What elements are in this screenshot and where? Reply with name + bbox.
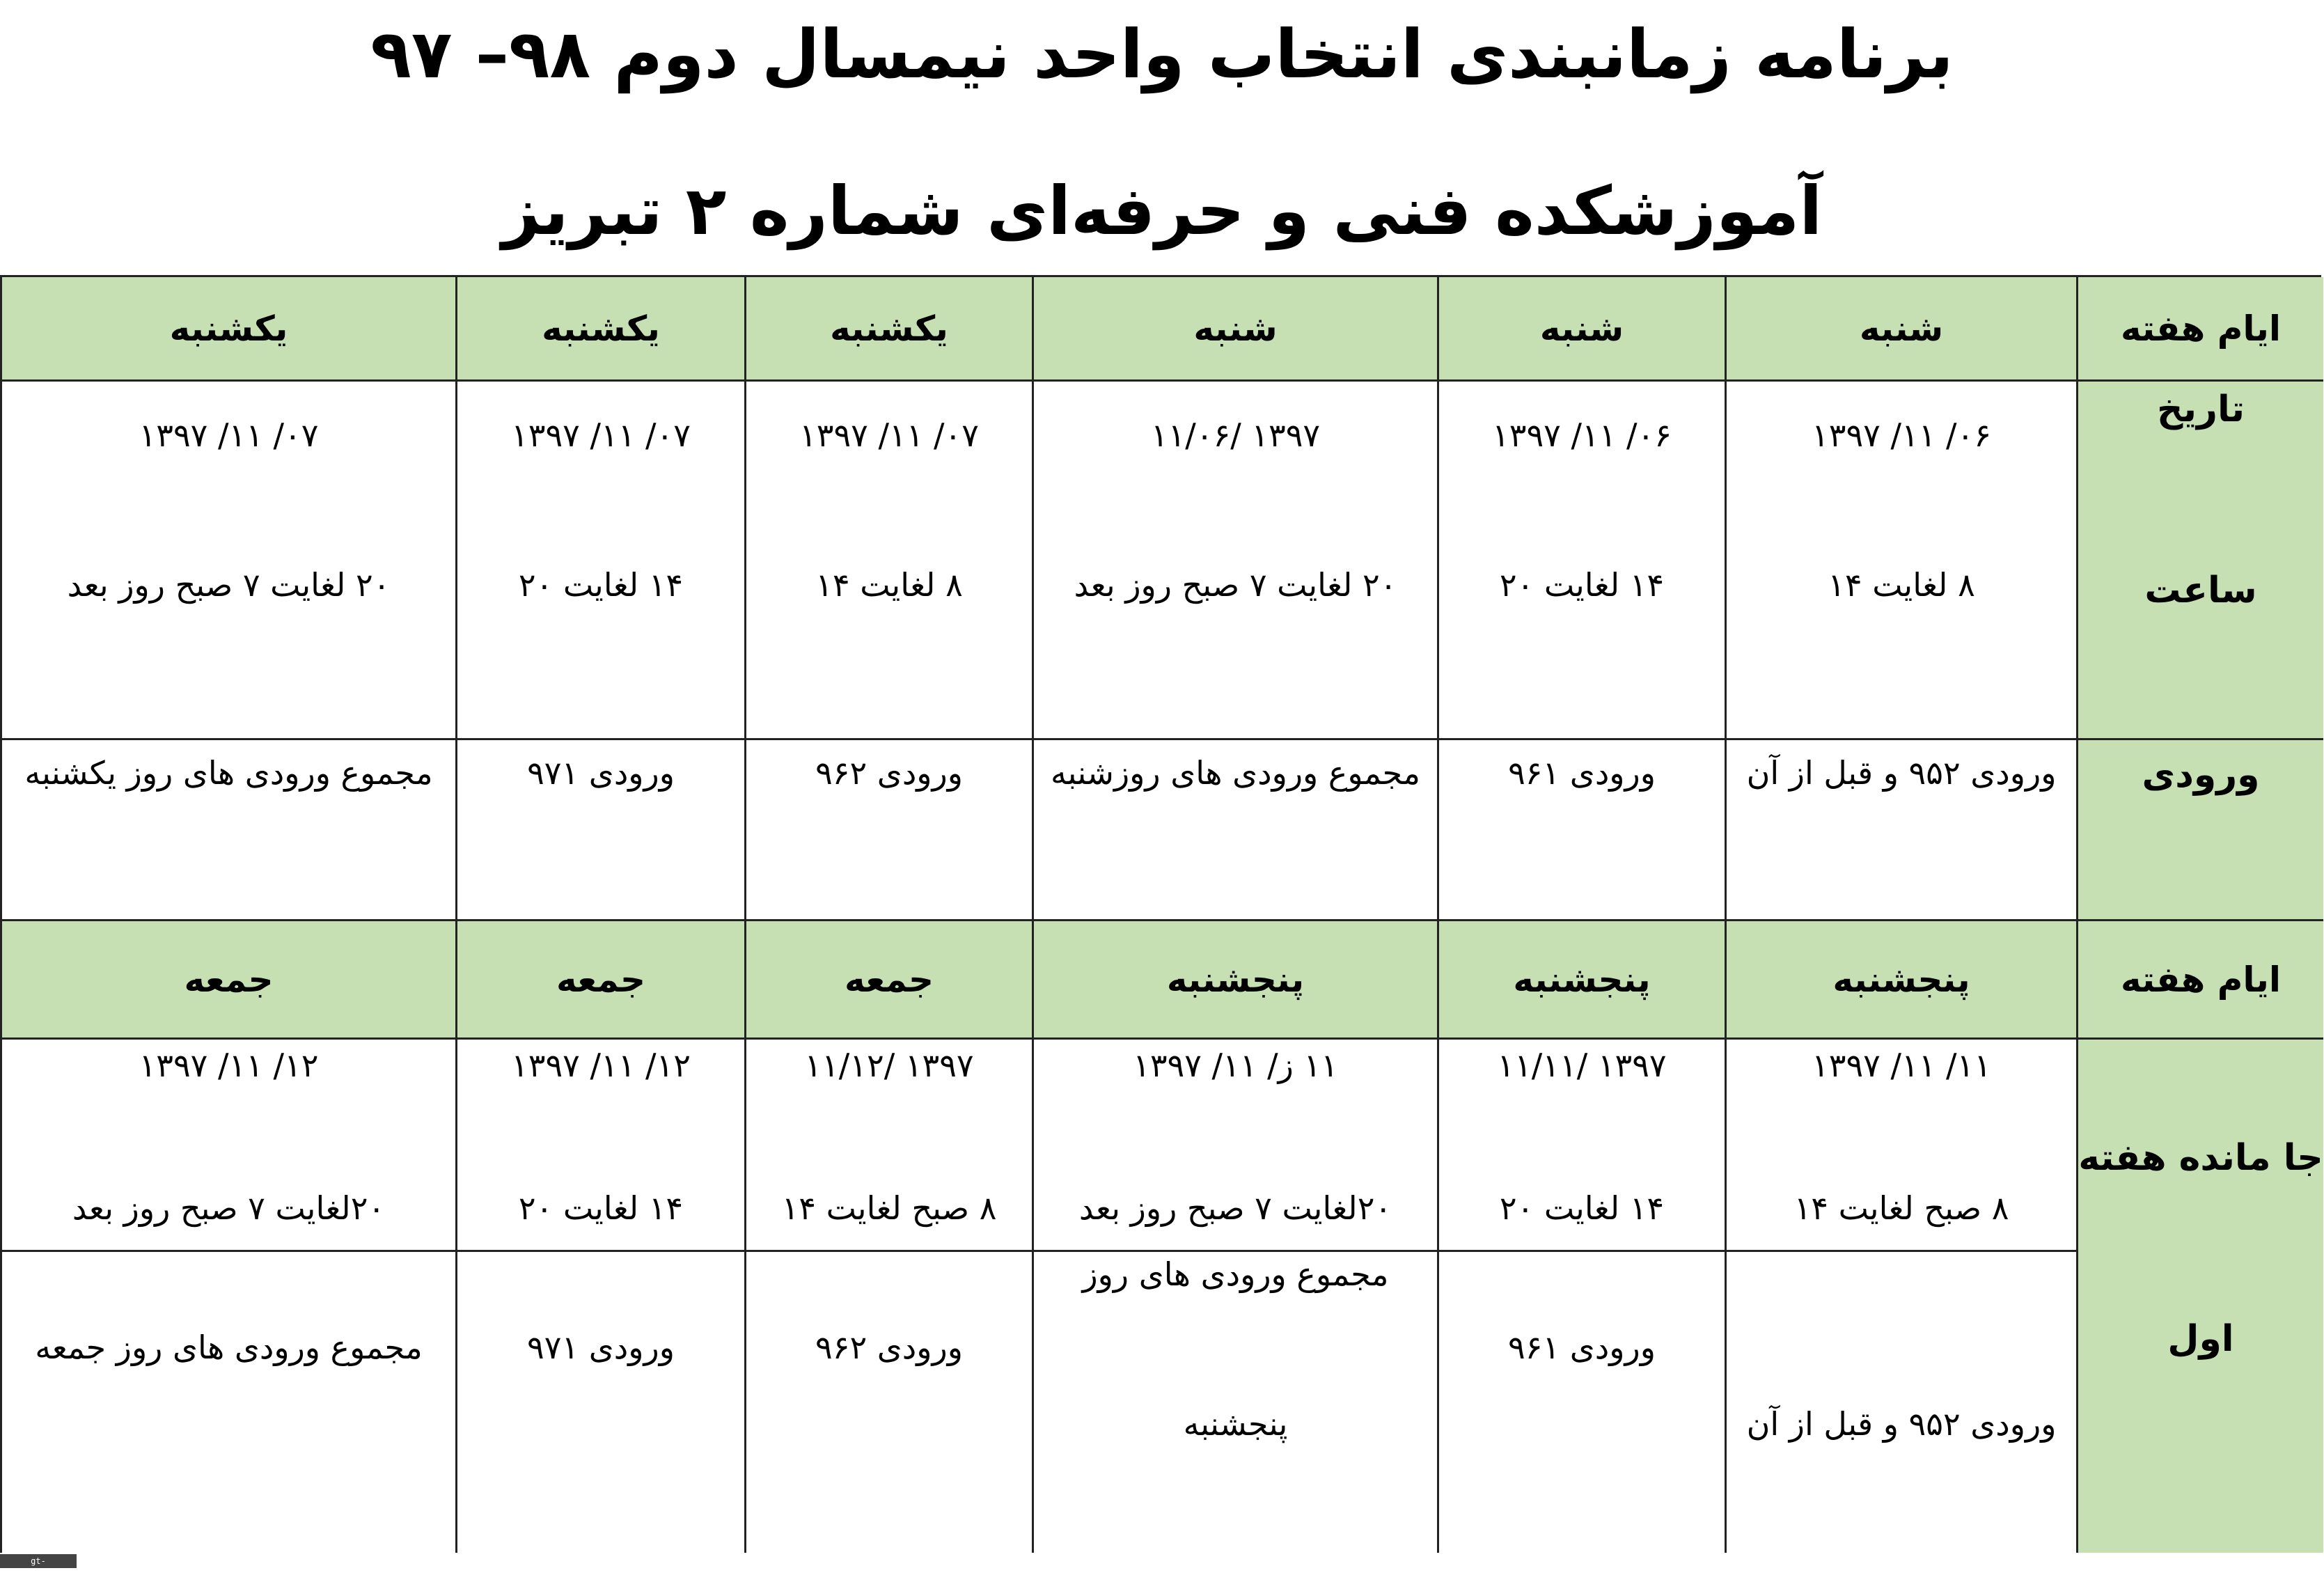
page-title: برنامه زمانبندی انتخاب واحد نیمسال دوم ۹۸– ۹۷ bbox=[370, 15, 1954, 93]
slot-cell-6 bbox=[2, 382, 457, 740]
slot-cell-9 bbox=[1034, 1040, 1439, 1252]
weekday-header-label-2: ایام هفته bbox=[2078, 921, 2323, 1040]
slot-cell-4 bbox=[746, 382, 1034, 740]
slot-date: ۱۳۹۷ /۱۱/۱۱ bbox=[1497, 1047, 1667, 1084]
slot-date: ۱۲/ ۱۱/ ۱۳۹۷ bbox=[139, 1047, 319, 1084]
day-header-11: جمعه bbox=[457, 921, 746, 1040]
entry-text: ورودی ۹۵۲ و قبل از آن bbox=[1746, 1405, 2057, 1443]
hour-label: ساعت bbox=[2144, 570, 2257, 611]
day-header-10: جمعه bbox=[746, 921, 1034, 1040]
entry-text: مجموع ورودی های روز جمعه bbox=[35, 1329, 423, 1366]
entry-cell-7 bbox=[1727, 1252, 2078, 1553]
day-header-5: یکشنبه bbox=[457, 277, 746, 382]
first-label: اول bbox=[2167, 1318, 2234, 1360]
slot-hours: ۲۰ لغایت ۷ صبح روز بعد bbox=[1074, 566, 1397, 604]
slot-hours: ۸ لغایت ۱۴ bbox=[815, 566, 963, 604]
slot-date: ۱۱ ز/ ۱۱/ ۱۳۹۷ bbox=[1133, 1047, 1338, 1084]
page-subtitle: آموزشکده فنی و حرفه‌ای شماره ۲ تبریز bbox=[501, 172, 1823, 250]
slot-cell-1 bbox=[1727, 382, 2078, 740]
slot-date: ۱۱/ ۱۱/ ۱۳۹۷ bbox=[1812, 1047, 1991, 1084]
day-header-1: شنبه bbox=[1727, 277, 2078, 382]
entry-cell-4: ورودی ۹۶۲ bbox=[746, 740, 1034, 921]
entry-text: ورودی ۹۶۱ bbox=[1508, 1329, 1656, 1366]
entry-cell-2: ورودی ۹۶۱ bbox=[1439, 740, 1727, 921]
day-header-6: یکشنبه bbox=[2, 277, 457, 382]
day-header-9: پنجشنبه bbox=[1034, 921, 1439, 1040]
entry-text-line2: پنجشنبه bbox=[1183, 1405, 1288, 1443]
slot-date: ۰۷/ ۱۱/ ۱۳۹۷ bbox=[511, 416, 691, 454]
day-header-2: شنبه bbox=[1439, 277, 1727, 382]
slot-hours: ۱۴ لغایت ۲۰ bbox=[1499, 1189, 1665, 1227]
entry-cell-11 bbox=[457, 1252, 746, 1553]
slot-cell-11 bbox=[457, 1040, 746, 1252]
entry-text: ورودی ۹۷۱ bbox=[527, 1329, 675, 1366]
entry-cell-9 bbox=[1034, 1252, 1439, 1553]
slot-cell-10 bbox=[746, 1040, 1034, 1252]
slot-hours: ۱۴ لغایت ۲۰ bbox=[518, 566, 684, 604]
slot-date: ۱۳۹۷ /۱۱/۱۲ bbox=[804, 1047, 974, 1084]
entry-cell-8 bbox=[1439, 1252, 1727, 1553]
entry-cell-6: مجموع ورودی های روز یکشنبه bbox=[2, 740, 457, 921]
slot-date: ۰۶/ ۱۱/ ۱۳۹۷ bbox=[1492, 416, 1672, 454]
day-header-8: پنجشنبه bbox=[1439, 921, 1727, 1040]
slot-hours: ۸ صبح لغایت ۱۴ bbox=[1793, 1189, 2009, 1227]
entry-text: مجموع ورودی های روز bbox=[1082, 1255, 1389, 1293]
entry-cell-10 bbox=[746, 1252, 1034, 1553]
slot-hours: ۲۰لغایت ۷ صبح روز بعد bbox=[72, 1189, 386, 1227]
day-header-3: شنبه bbox=[1034, 277, 1439, 382]
day-header-7: پنجشنبه bbox=[1727, 921, 2078, 1040]
watermark-badge: gt-tabriz.nus.ac.ir bbox=[0, 1554, 77, 1568]
date-label: تاریخ bbox=[2157, 389, 2245, 430]
slot-date: ۰۷/ ۱۱/ ۱۳۹۷ bbox=[799, 416, 979, 454]
slot-hours: ۱۴ لغایت ۲۰ bbox=[1499, 566, 1665, 604]
date-hour-label-cell bbox=[2078, 382, 2323, 740]
schedule-table bbox=[0, 275, 2321, 1553]
day-header-4: یکشنبه bbox=[746, 277, 1034, 382]
slot-hours: ۸ صبح لغایت ۱۴ bbox=[781, 1189, 997, 1227]
slot-hours: ۸ لغایت ۱۴ bbox=[1828, 566, 1975, 604]
slot-cell-5 bbox=[457, 382, 746, 740]
entry-cell-12 bbox=[2, 1252, 457, 1553]
slot-cell-12 bbox=[2, 1040, 457, 1252]
slot-date: ۰۶/ ۱۱/ ۱۳۹۷ bbox=[1812, 416, 1991, 454]
entry-cell-1: ورودی ۹۵۲ و قبل از آن bbox=[1727, 740, 2078, 921]
slot-hours: ۲۰ لغایت ۷ صبح روز بعد bbox=[67, 566, 391, 604]
entry-cell-5: ورودی ۹۷۱ bbox=[457, 740, 746, 921]
slot-hours: ۱۴ لغایت ۲۰ bbox=[518, 1189, 684, 1227]
slot-hours: ۲۰لغایت ۷ صبح روز بعد bbox=[1078, 1189, 1392, 1227]
day-header-12: جمعه bbox=[2, 921, 457, 1040]
missed-week-label-cell bbox=[2078, 1040, 2323, 1553]
entry-cell-3: مجموع ورودی های روزشنبه bbox=[1034, 740, 1439, 921]
slot-cell-3 bbox=[1034, 382, 1439, 740]
slot-cell-2 bbox=[1439, 382, 1727, 740]
slot-date: ۱۳۹۷ /۱۱/۰۶ bbox=[1150, 416, 1321, 454]
slot-cell-8 bbox=[1439, 1040, 1727, 1252]
slot-date: ۰۷/ ۱۱/ ۱۳۹۷ bbox=[139, 416, 319, 454]
slot-cell-7 bbox=[1727, 1040, 2078, 1252]
slot-date: ۱۲/ ۱۱/ ۱۳۹۷ bbox=[511, 1047, 691, 1084]
entry-text: ورودی ۹۶۲ bbox=[815, 1329, 963, 1366]
missed-week-label: جا مانده هفته bbox=[2078, 1137, 2323, 1179]
weekday-header-label: ایام هفته bbox=[2078, 277, 2323, 382]
entry-label: ورودی bbox=[2078, 740, 2323, 921]
